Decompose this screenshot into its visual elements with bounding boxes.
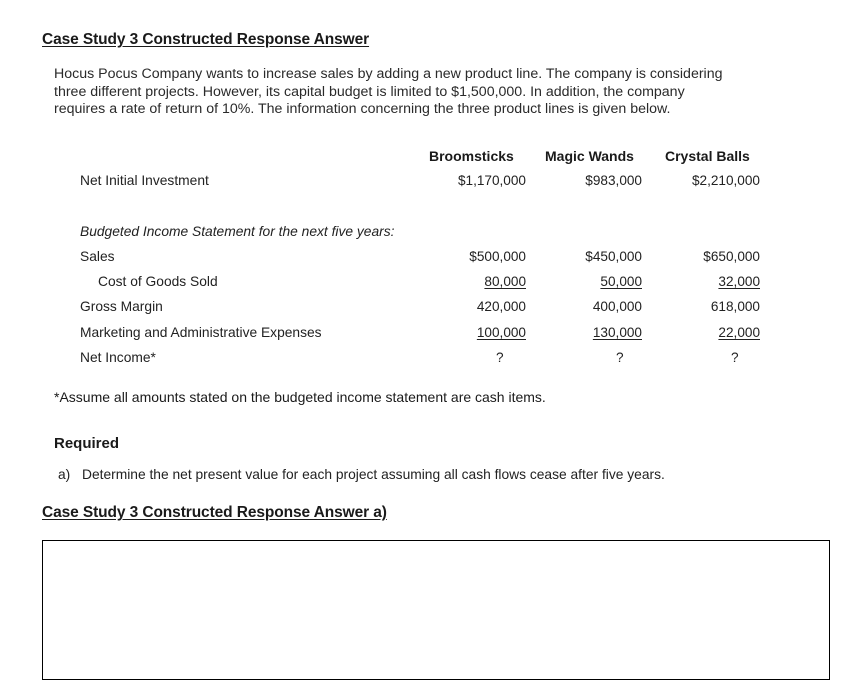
cogs-crystal-balls: 32,000 (718, 274, 760, 289)
net-income-broomsticks: ? (496, 350, 504, 365)
investment-broomsticks: $1,170,000 (457, 173, 526, 188)
cogs-broomsticks: 80,000 (484, 274, 526, 289)
sales-crystal-balls: $650,000 (703, 249, 760, 264)
investment-crystal-balls: $2,210,000 (691, 173, 760, 188)
gross-margin-broomsticks: 420,000 (476, 299, 526, 314)
required-label: Required (54, 435, 120, 452)
cogs-magic-wands: 50,000 (600, 274, 642, 289)
intro-line: three different projects. However, its capital budget is limited to $1,500,000. In addition, the company (54, 83, 685, 100)
net-income-crystal-balls: ? (731, 350, 739, 365)
net-income-magic-wands: ? (616, 350, 624, 365)
marketing-admin-magic-wands: 130,000 (592, 325, 642, 340)
answer-heading: Case Study 3 Constructed Response Answer a) (42, 504, 387, 521)
column-header-magic-wands: Magic Wands (545, 148, 634, 164)
row-label-investment: Net Initial Investment (80, 173, 209, 188)
row-label-gross-margin: Gross Margin (80, 299, 163, 314)
intro-line: Hocus Pocus Company wants to increase sales by adding a new product line. The company is considering (54, 66, 723, 82)
column-header-crystal-balls: Crystal Balls (665, 148, 750, 164)
answer-box[interactable] (42, 540, 830, 680)
question-marker: a) (58, 467, 71, 482)
sales-magic-wands: $450,000 (585, 249, 642, 264)
intro-paragraph (54, 66, 784, 119)
row-label-cogs: Cost of Goods Sold (98, 274, 218, 289)
sales-broomsticks: $500,000 (469, 249, 526, 264)
column-header-broomsticks: Broomsticks (429, 148, 514, 164)
gross-margin-magic-wands: 400,000 (592, 299, 642, 314)
question-text: Determine the net present value for each project assuming all cash flows cease after five years. (82, 467, 665, 482)
marketing-admin-broomsticks: 100,000 (476, 325, 526, 340)
intro-line: requires a rate of return of 10%. The information concerning the three product lines is given below. (54, 101, 671, 117)
budget-heading: Budgeted Income Statement for the next five years: (80, 224, 395, 239)
investment-magic-wands: $983,000 (585, 173, 642, 188)
footnote: *Assume all amounts stated on the budgeted income statement are cash items. (54, 389, 546, 405)
row-label-sales: Sales (80, 249, 115, 264)
marketing-admin-crystal-balls: 22,000 (718, 325, 760, 340)
row-label-marketing-admin: Marketing and Administrative Expenses (80, 325, 322, 340)
row-label-net-income: Net Income* (80, 350, 156, 365)
page-title: Case Study 3 Constructed Response Answer (42, 31, 370, 48)
gross-margin-crystal-balls: 618,000 (710, 299, 760, 314)
